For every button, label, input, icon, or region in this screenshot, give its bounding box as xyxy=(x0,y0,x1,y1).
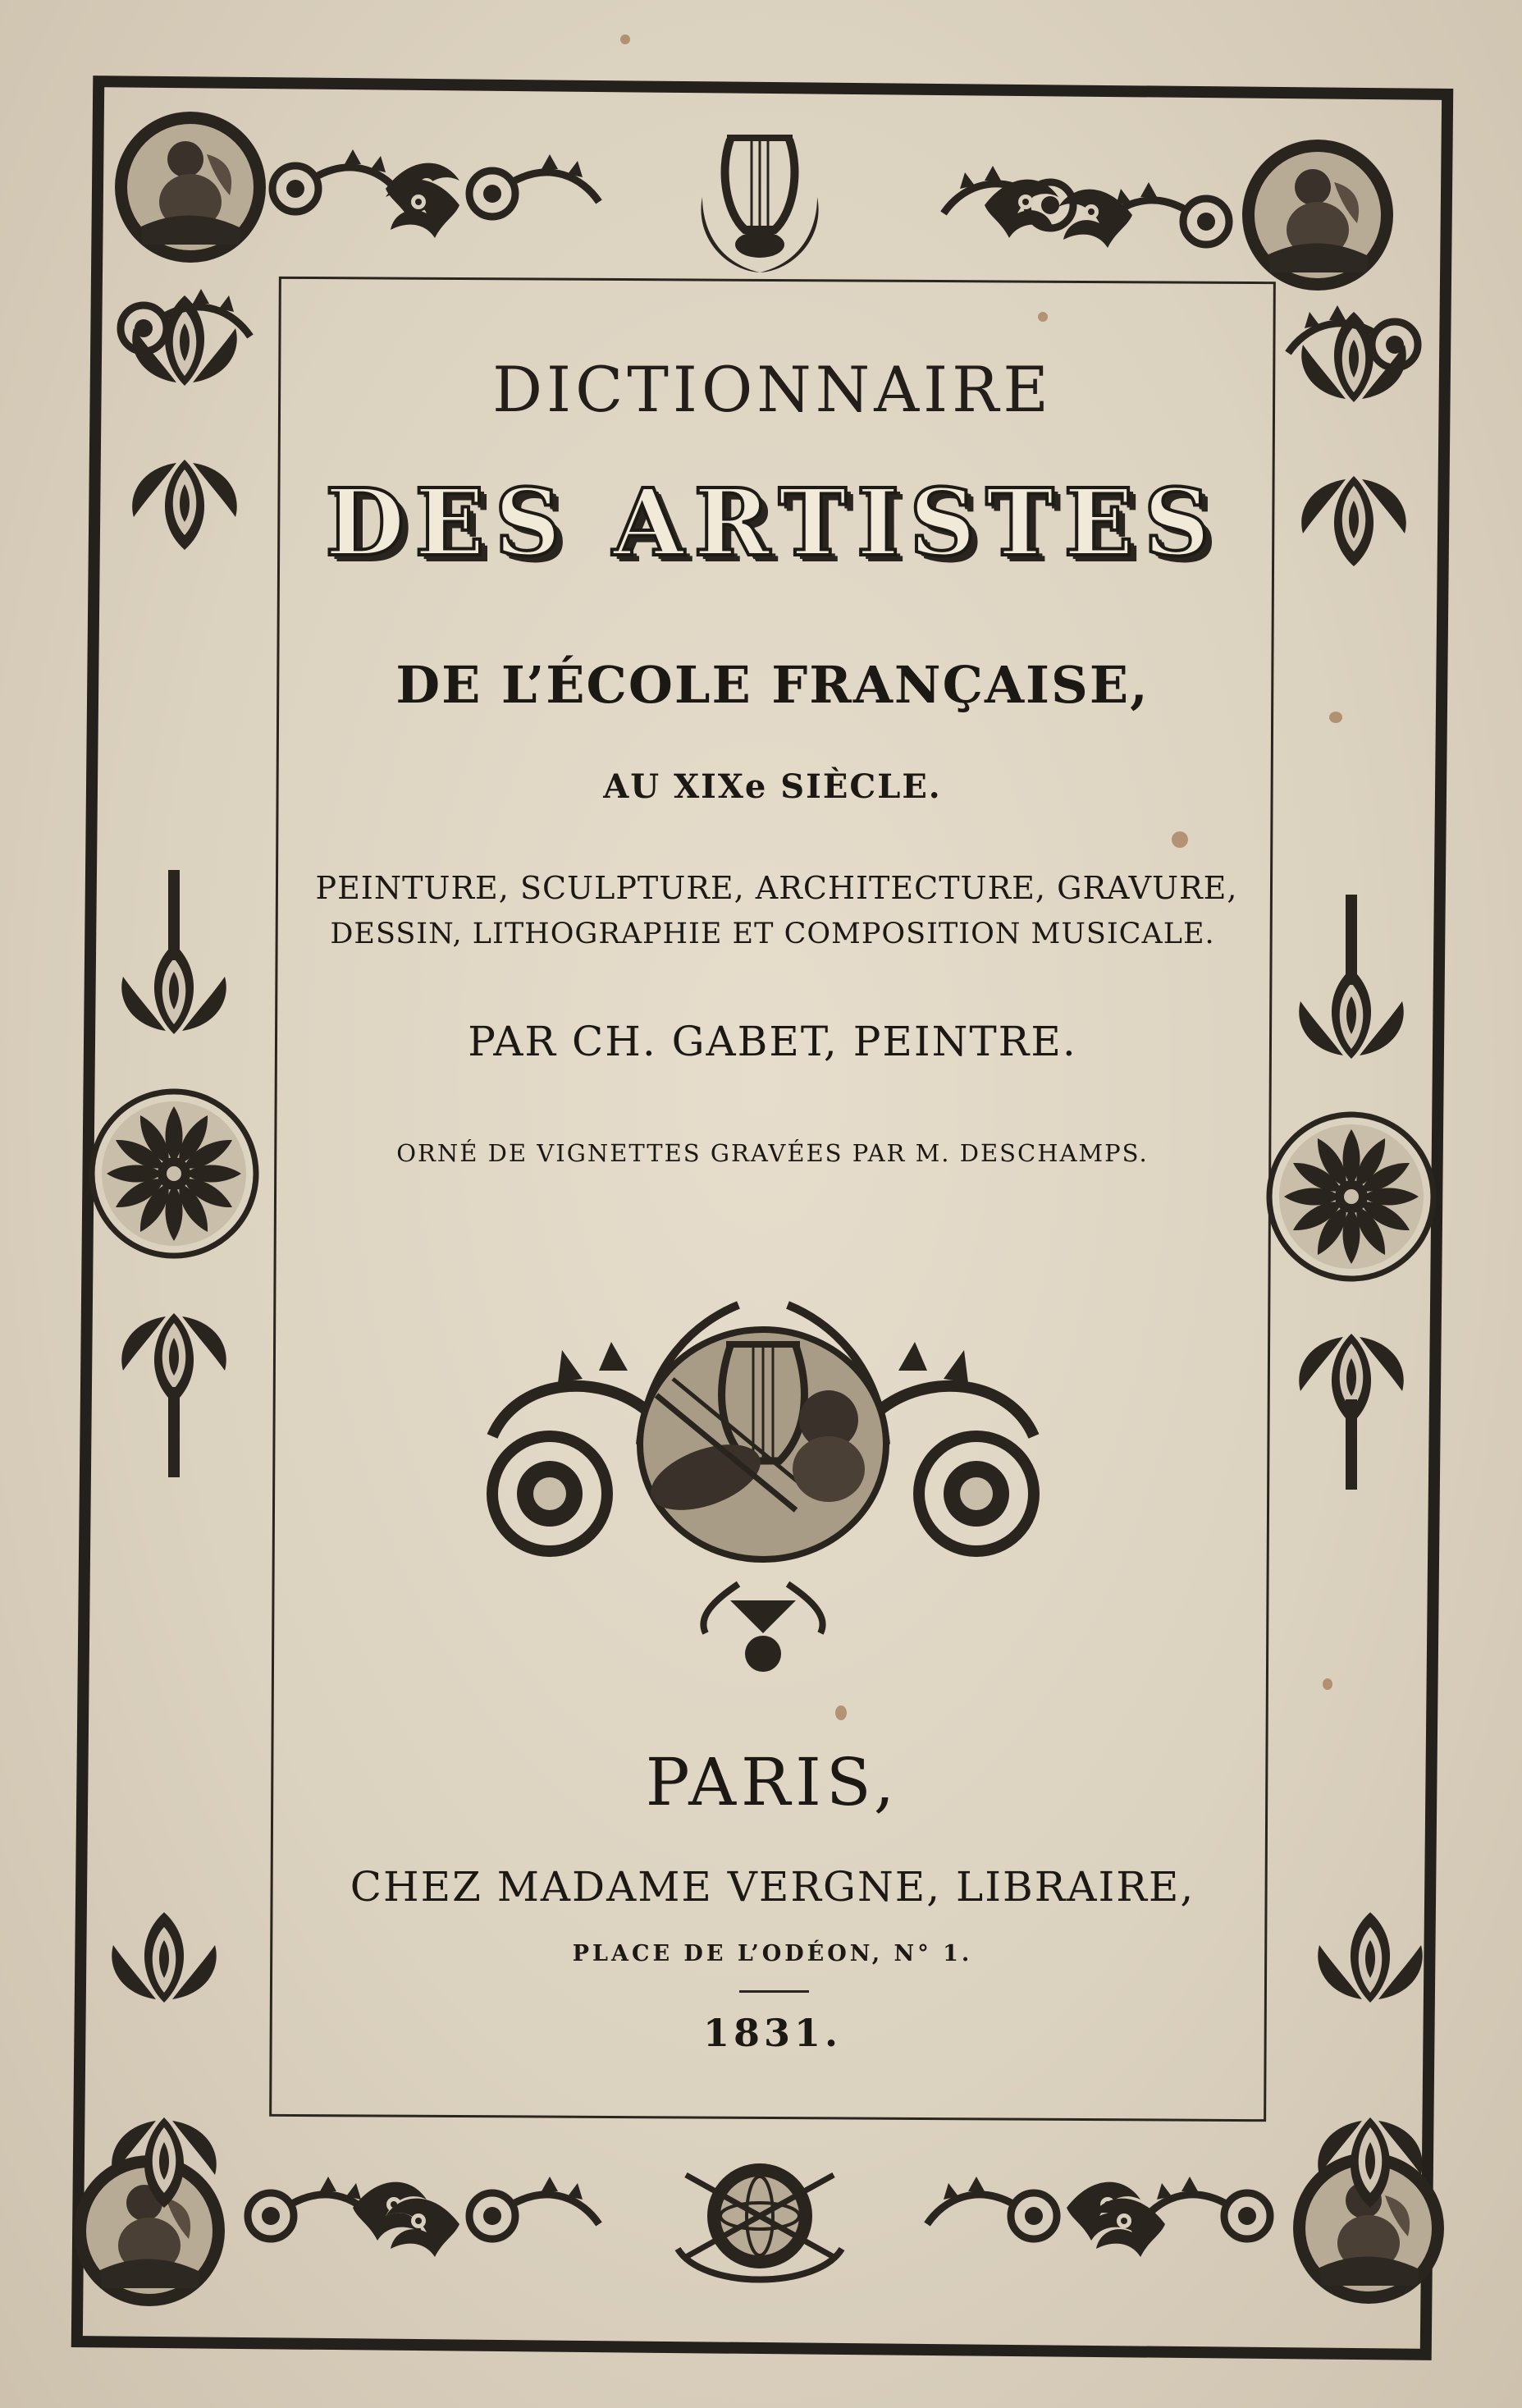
rosette-right xyxy=(1269,1115,1433,1279)
globe-trophy-bottom xyxy=(678,2163,842,2280)
medallion-top-left xyxy=(115,112,266,263)
title-des-artistes: DES ARTISTES xyxy=(325,469,1220,577)
vignettes-credit: ORNÉ DE VIGNETTES GRAVÉES PAR M. DESCHAMPS. xyxy=(396,1139,1149,1167)
imprint-year: 1831. xyxy=(702,2011,843,2055)
imprint-publisher: CHEZ MADAME VERGNE, LIBRAIRE, xyxy=(350,1863,1195,1911)
rosette-left xyxy=(92,1092,256,1256)
disciplines-line-2: DESSIN, LITHOGRAPHIE ET COMPOSITION MUSICALE. xyxy=(330,918,1215,950)
title-dictionnaire: DICTIONNAIRE xyxy=(492,353,1053,426)
author-line: PAR CH. GABET, PEINTRE. xyxy=(468,1018,1077,1065)
imprint-address: PLACE DE L’ODÉON, N° 1. xyxy=(572,1941,973,1966)
lyre-wreath-top xyxy=(701,138,818,272)
subtitle-ecole-francaise: DE L’ÉCOLE FRANÇAISE, xyxy=(395,655,1149,715)
central-vignette xyxy=(492,1305,1034,1672)
imprint-rule xyxy=(739,1990,809,1993)
imprint-city: PARIS, xyxy=(645,1744,900,1820)
subtitle-siecle: AU XIXe SIÈCLE. xyxy=(603,767,942,806)
disciplines-line-1: PEINTURE, SCULPTURE, ARCHITECTURE, GRAVURE, xyxy=(315,870,1238,906)
medallion-top-right xyxy=(1242,140,1393,291)
